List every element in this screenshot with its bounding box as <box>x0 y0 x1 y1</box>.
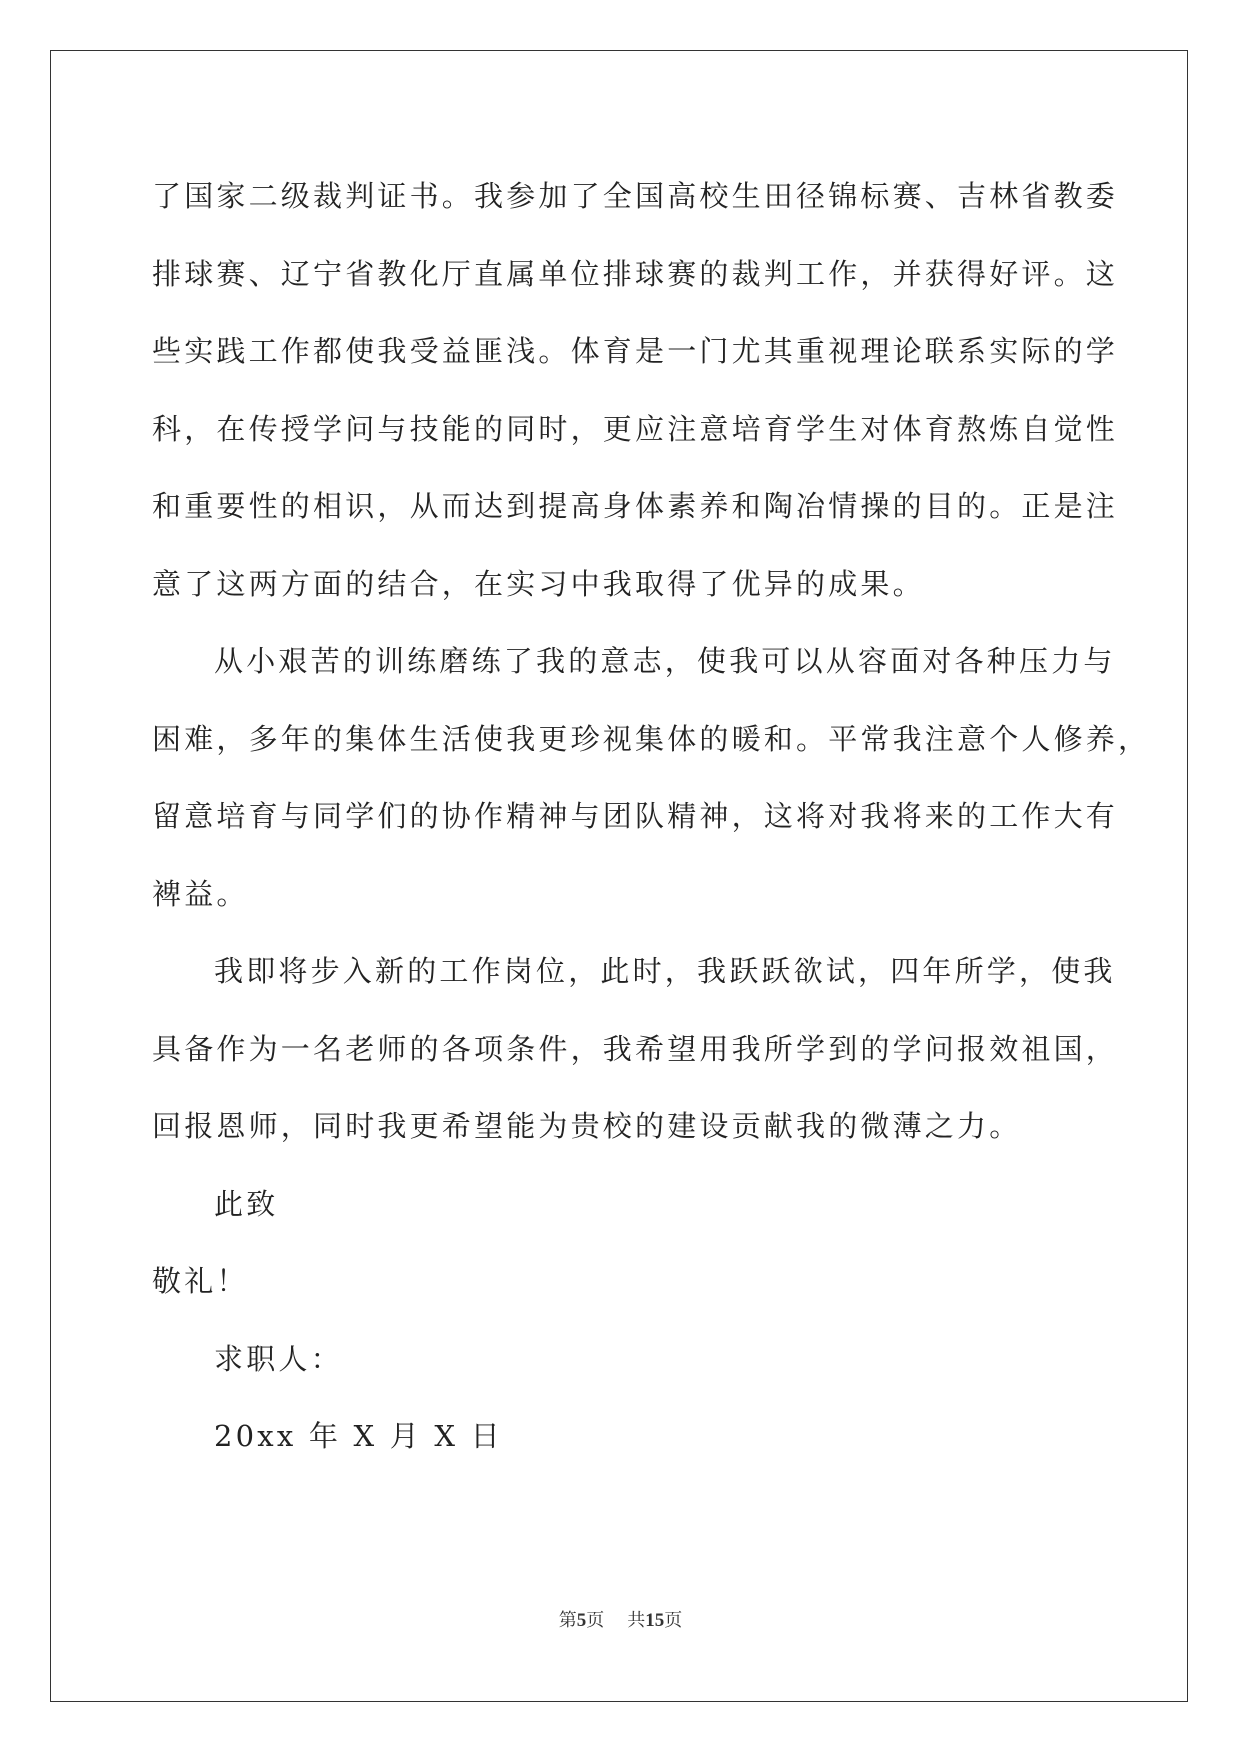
salutation-line: 此致 <box>214 1186 279 1221</box>
body-line: 科，在传授学问与技能的同时，更应注意培育学生对体育熬炼自觉性 <box>152 411 1119 446</box>
applicant-line: 求职人： <box>214 1341 343 1376</box>
page-suffix: 页 <box>586 1610 605 1631</box>
body-line: 些实践工作都使我受益匪浅。体育是一门尤其重视理论联系实际的学 <box>152 334 1119 368</box>
page-footer <box>0 1606 1241 1632</box>
body-line: 具备作为一名老师的各项条件，我希望用我所学到的学问报效祖国， <box>152 1031 1119 1066</box>
page-prefix: 第 <box>558 1610 577 1631</box>
total-prefix: 共 <box>627 1610 646 1631</box>
letter-body <box>152 158 1151 1476</box>
body-line: 我即将步入新的工作岗位，此时，我跃跃欲试，四年所学，使我 <box>214 954 1116 988</box>
total-suffix: 页 <box>664 1610 683 1631</box>
body-line: 意了这两方面的结合，在实习中我取得了优异的成果。 <box>152 566 925 601</box>
body-line: 了国家二级裁判证书。我参加了全国高校生田径锦标赛、吉林省教委 <box>152 179 1119 213</box>
body-line: 留意培育与同学们的协作精神与团队精神，这将对我将来的工作大有 <box>152 799 1119 833</box>
body-line: 裨益。 <box>152 876 249 911</box>
body-line: 和重要性的相识，从而达到提高身体素养和陶冶情操的目的。正是注 <box>152 489 1119 523</box>
regards-line: 敬礼！ <box>152 1264 249 1298</box>
body-line: 回报恩师，同时我更希望能为贵校的建设贡献我的微薄之力。 <box>152 1109 1022 1143</box>
date-line: 20xx 年 X 月 X 日 <box>214 1419 503 1453</box>
total-pages: 15 <box>645 1610 665 1631</box>
body-line: 困难，多年的集体生活使我更珍视集体的暖和。平常我注意个人修养， <box>152 721 1151 756</box>
page-number: 5 <box>576 1610 587 1631</box>
body-line: 从小艰苦的训练磨练了我的意志，使我可以从容面对各种压力与 <box>214 644 1116 678</box>
body-line: 排球赛、辽宁省教化厅直属单位排球赛的裁判工作，并获得好评。这 <box>152 256 1119 291</box>
